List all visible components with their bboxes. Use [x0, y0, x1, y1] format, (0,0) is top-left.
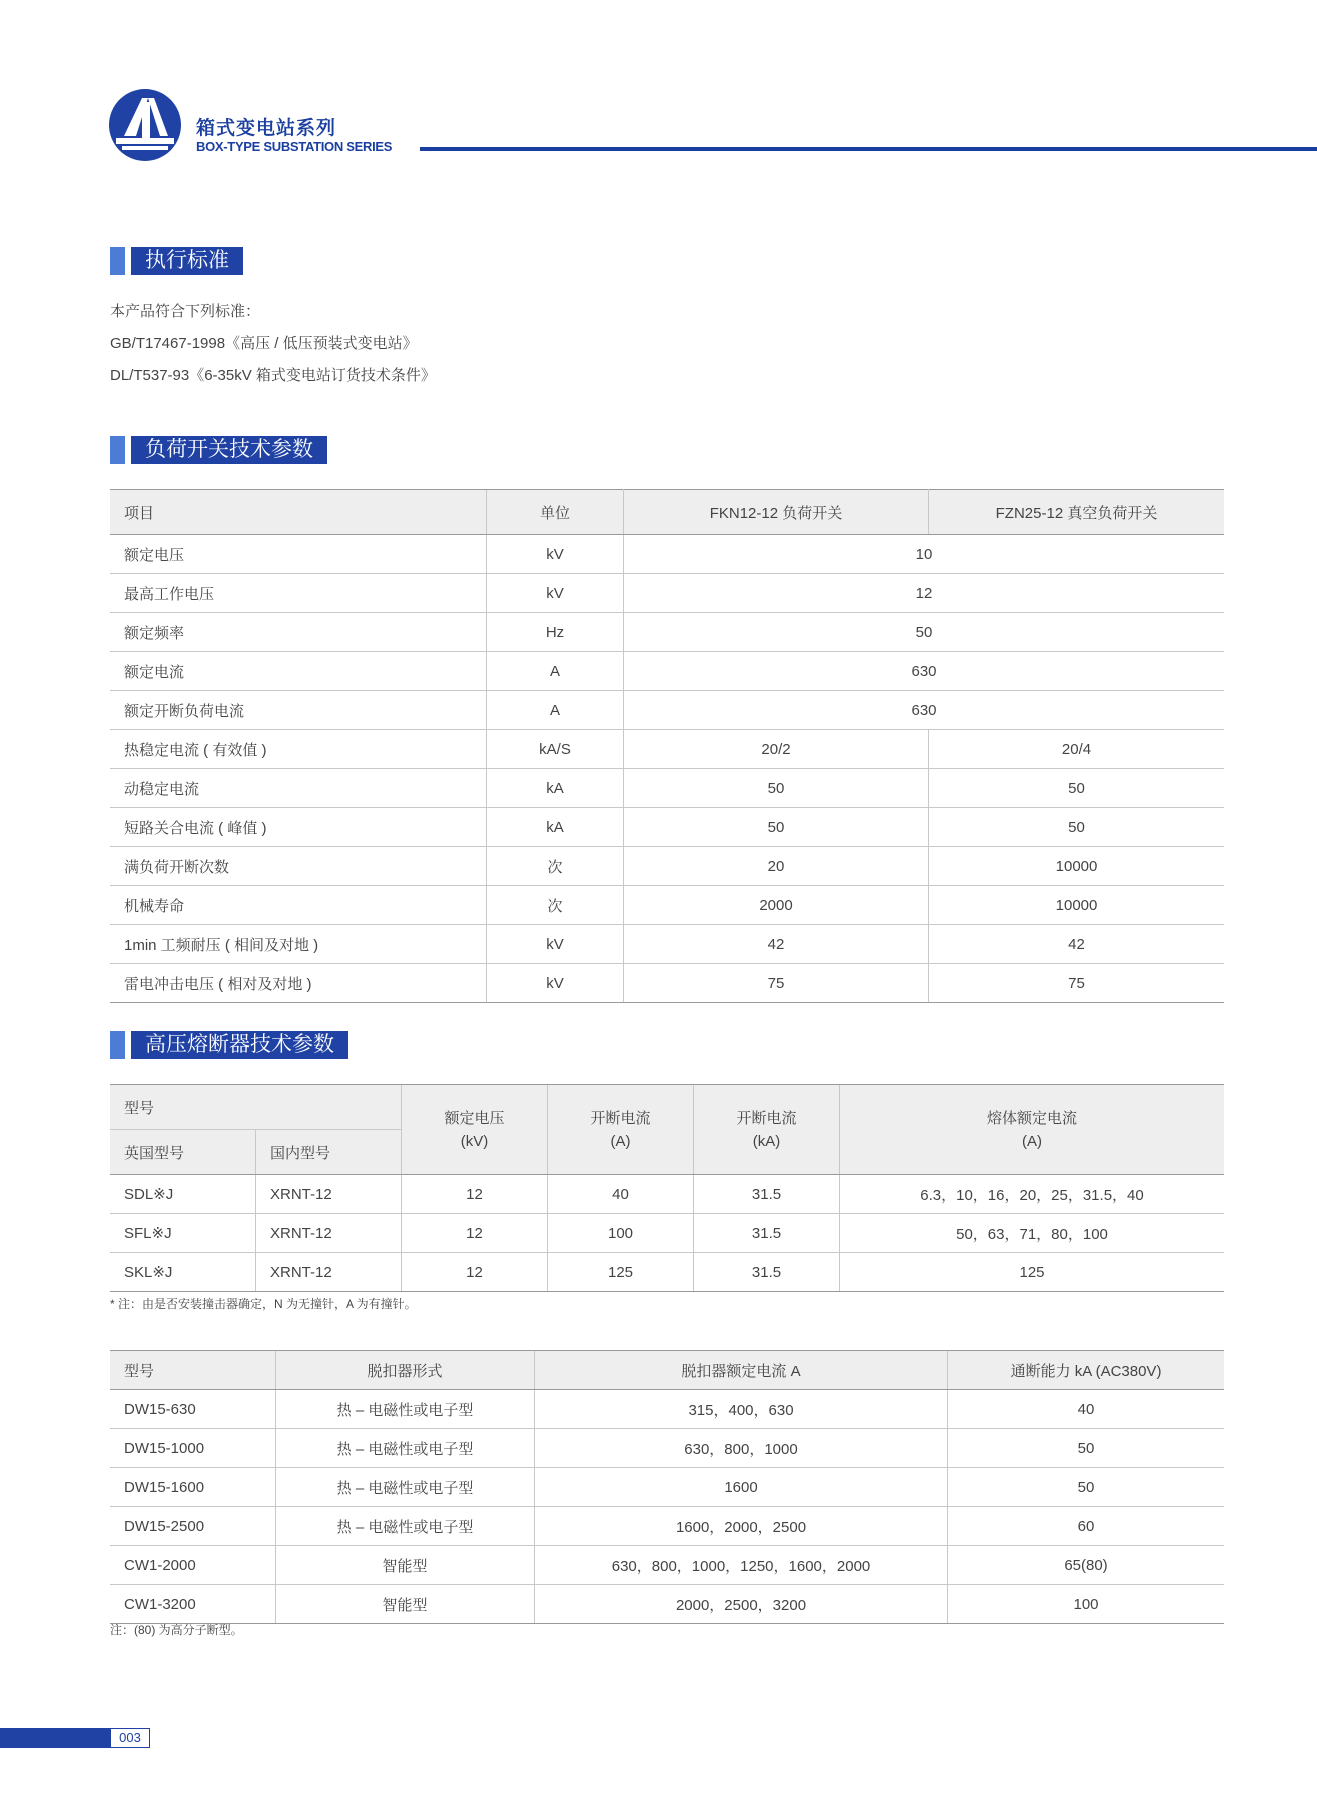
table-cell: 智能型 [276, 1546, 535, 1585]
table-cell: 630 [624, 652, 1225, 691]
breaker-table [110, 1350, 1224, 1624]
table-cell: 次 [487, 847, 624, 886]
standards-line: GB/T17467-1998《高压 / 低压预装式变电站》 [110, 335, 418, 352]
table-cell: 31.5 [694, 1214, 840, 1253]
table-cell: 12 [624, 574, 1225, 613]
table-cell: 50 [948, 1468, 1225, 1507]
column-header: 型号 [110, 1085, 402, 1130]
table-cell: 50 [929, 769, 1225, 808]
table-row [110, 886, 1224, 925]
table-cell: 12 [402, 1253, 548, 1292]
table-cell: 125 [840, 1253, 1225, 1292]
header-line: (kV) [460, 1132, 489, 1150]
table-cell: 额定频率 [110, 613, 487, 652]
table-cell: 2000 [624, 886, 929, 925]
table-cell: 1600，2000，2500 [535, 1507, 948, 1546]
header-line: 额定电压 [444, 1109, 505, 1127]
table-cell: 31.5 [694, 1253, 840, 1292]
table-cell: 100 [548, 1214, 694, 1253]
header-line: 开断电流 [736, 1109, 797, 1127]
table-row [110, 769, 1224, 808]
section-label: 负荷开关技术参数 [131, 436, 327, 464]
table-cell: DW15-1600 [110, 1468, 276, 1507]
table-cell: kA [487, 769, 624, 808]
table-cell: 最高工作电压 [110, 574, 487, 613]
section-title-standards [110, 247, 243, 275]
table-cell: 机械寿命 [110, 886, 487, 925]
table-cell: DW15-1000 [110, 1429, 276, 1468]
table-cell: 6.3，10，16，20，25，31.5，40 [840, 1175, 1225, 1214]
table-cell: 50 [624, 613, 1225, 652]
table-header-row [110, 1085, 1224, 1130]
brand-title-cn: 箱式变电站系列 [196, 118, 337, 139]
column-header: 单位 [487, 490, 624, 535]
header-rule [420, 147, 1317, 151]
table-cell: 42 [624, 925, 929, 964]
column-header [548, 1085, 694, 1175]
table-cell: 60 [948, 1507, 1225, 1546]
column-header: 通断能力 kA (AC380V) [948, 1351, 1225, 1390]
table-cell: 50 [948, 1429, 1225, 1468]
brand-title-en: BOX-TYPE SUBSTATION SERIES [196, 139, 393, 154]
section-title-fuse [110, 1031, 348, 1059]
table-row [110, 1546, 1224, 1585]
table-cell: 1min 工频耐压 ( 相间及对地 ) [110, 925, 487, 964]
table-cell: 100 [948, 1585, 1225, 1624]
table-cell: 65(80) [948, 1546, 1225, 1585]
column-header: FZN25-12 真空负荷开关 [929, 490, 1225, 535]
standards-line: 本产品符合下列标准： [110, 303, 261, 320]
table-cell: CW1-3200 [110, 1585, 276, 1624]
column-header: 脱扣器形式 [276, 1351, 535, 1390]
table-header-row [110, 490, 1224, 535]
table-cell: 2000，2500，3200 [535, 1585, 948, 1624]
table-cell: 31.5 [694, 1175, 840, 1214]
table-cell: 雷电冲击电压 ( 相对及对地 ) [110, 964, 487, 1003]
table-cell: XRNT-12 [256, 1214, 402, 1253]
table-cell: 42 [929, 925, 1225, 964]
table-cell: 满负荷开断次数 [110, 847, 487, 886]
table-cell: 热 – 电磁性或电子型 [276, 1429, 535, 1468]
table-cell: 630 [624, 691, 1225, 730]
table-cell: SFL※J [110, 1214, 256, 1253]
table-row [110, 964, 1224, 1003]
table-cell: 40 [948, 1390, 1225, 1429]
table-cell: A [487, 691, 624, 730]
table-row [110, 808, 1224, 847]
table-cell: 50 [624, 808, 929, 847]
table-cell: XRNT-12 [256, 1175, 402, 1214]
table-cell: 额定电流 [110, 652, 487, 691]
table-cell: kV [487, 535, 624, 574]
table-cell: 75 [929, 964, 1225, 1003]
table-row [110, 652, 1224, 691]
column-header: FKN12-12 负荷开关 [624, 490, 929, 535]
header-line: (A) [610, 1132, 631, 1150]
table-cell: kV [487, 964, 624, 1003]
table-header-row [110, 1351, 1224, 1390]
table-cell: 热 – 电磁性或电子型 [276, 1507, 535, 1546]
table-row [110, 535, 1224, 574]
company-logo [108, 88, 182, 162]
table-cell: 75 [624, 964, 929, 1003]
table-cell: 12 [402, 1175, 548, 1214]
standards-list [110, 296, 436, 392]
header-line: (kA) [752, 1132, 781, 1150]
table-cell: 40 [548, 1175, 694, 1214]
table-row [110, 1429, 1224, 1468]
table-cell: 50，63，71，80，100 [840, 1214, 1225, 1253]
table-cell: 1600 [535, 1468, 948, 1507]
column-header: 型号 [110, 1351, 276, 1390]
table-row [110, 925, 1224, 964]
page-number: 003 [110, 1728, 150, 1748]
section-label: 执行标准 [131, 247, 243, 275]
column-header [694, 1085, 840, 1175]
table-cell: 10 [624, 535, 1225, 574]
table-cell: 20 [624, 847, 929, 886]
table-cell: 热 – 电磁性或电子型 [276, 1390, 535, 1429]
table-cell: 智能型 [276, 1585, 535, 1624]
fuse-table [110, 1084, 1224, 1292]
table-cell: 额定电压 [110, 535, 487, 574]
table-cell: SDL※J [110, 1175, 256, 1214]
table-row [110, 613, 1224, 652]
breaker-note: 注：(80) 为高分子断型。 [110, 1623, 243, 1637]
section-tab-marker [110, 436, 125, 464]
section-tab-marker [110, 1031, 125, 1059]
table-cell: DW15-2500 [110, 1507, 276, 1546]
table-cell: 630，800，1000，1250，1600，2000 [535, 1546, 948, 1585]
column-header: 国内型号 [256, 1130, 402, 1175]
table-cell: 短路关合电流 ( 峰值 ) [110, 808, 487, 847]
table-row [110, 730, 1224, 769]
table-cell: SKL※J [110, 1253, 256, 1292]
table-row [110, 1214, 1224, 1253]
table-cell: 125 [548, 1253, 694, 1292]
table-row [110, 1468, 1224, 1507]
table-row [110, 1390, 1224, 1429]
table-cell: kV [487, 925, 624, 964]
table-cell: 12 [402, 1214, 548, 1253]
table-row [110, 1253, 1224, 1292]
column-header [402, 1085, 548, 1175]
table-cell: 20/4 [929, 730, 1225, 769]
table-cell: CW1-2000 [110, 1546, 276, 1585]
table-row [110, 1507, 1224, 1546]
table-cell: 630，800，1000 [535, 1429, 948, 1468]
table-cell: 50 [624, 769, 929, 808]
table-row [110, 1175, 1224, 1214]
table-cell: 10000 [929, 847, 1225, 886]
table-cell: kA/S [487, 730, 624, 769]
table-cell: 50 [929, 808, 1225, 847]
table-cell: 20/2 [624, 730, 929, 769]
table-cell: Hz [487, 613, 624, 652]
table-cell: 热稳定电流 ( 有效值 ) [110, 730, 487, 769]
table-row [110, 847, 1224, 886]
table-row [110, 1585, 1224, 1624]
fuse-note: * 注：由是否安装撞击器确定，N 为无撞针，A 为有撞针。 [110, 1297, 417, 1311]
table-cell: 动稳定电流 [110, 769, 487, 808]
column-header: 脱扣器额定电流 A [535, 1351, 948, 1390]
table-row [110, 691, 1224, 730]
table-cell: 次 [487, 886, 624, 925]
section-label: 高压熔断器技术参数 [131, 1031, 348, 1059]
table-cell: kV [487, 574, 624, 613]
table-cell: 315，400，630 [535, 1390, 948, 1429]
section-tab-marker [110, 247, 125, 275]
table-cell: A [487, 652, 624, 691]
table-cell: 热 – 电磁性或电子型 [276, 1468, 535, 1507]
header-line: 熔体额定电流 [986, 1109, 1077, 1127]
table-cell: kA [487, 808, 624, 847]
column-header: 项目 [110, 490, 487, 535]
section-title-load-switch [110, 436, 327, 464]
table-cell: DW15-630 [110, 1390, 276, 1429]
header-line: (A) [1022, 1132, 1042, 1150]
header-line: 开断电流 [590, 1109, 651, 1127]
column-header [840, 1085, 1225, 1175]
table-cell: 额定开断负荷电流 [110, 691, 487, 730]
table-row [110, 574, 1224, 613]
table-cell: 10000 [929, 886, 1225, 925]
footer-bar [0, 1728, 110, 1748]
standards-line: DL/T537-93《6-35kV 箱式变电站订货技术条件》 [110, 367, 436, 384]
column-header: 英国型号 [110, 1130, 256, 1175]
load-switch-table [110, 489, 1224, 1003]
table-cell: XRNT-12 [256, 1253, 402, 1292]
